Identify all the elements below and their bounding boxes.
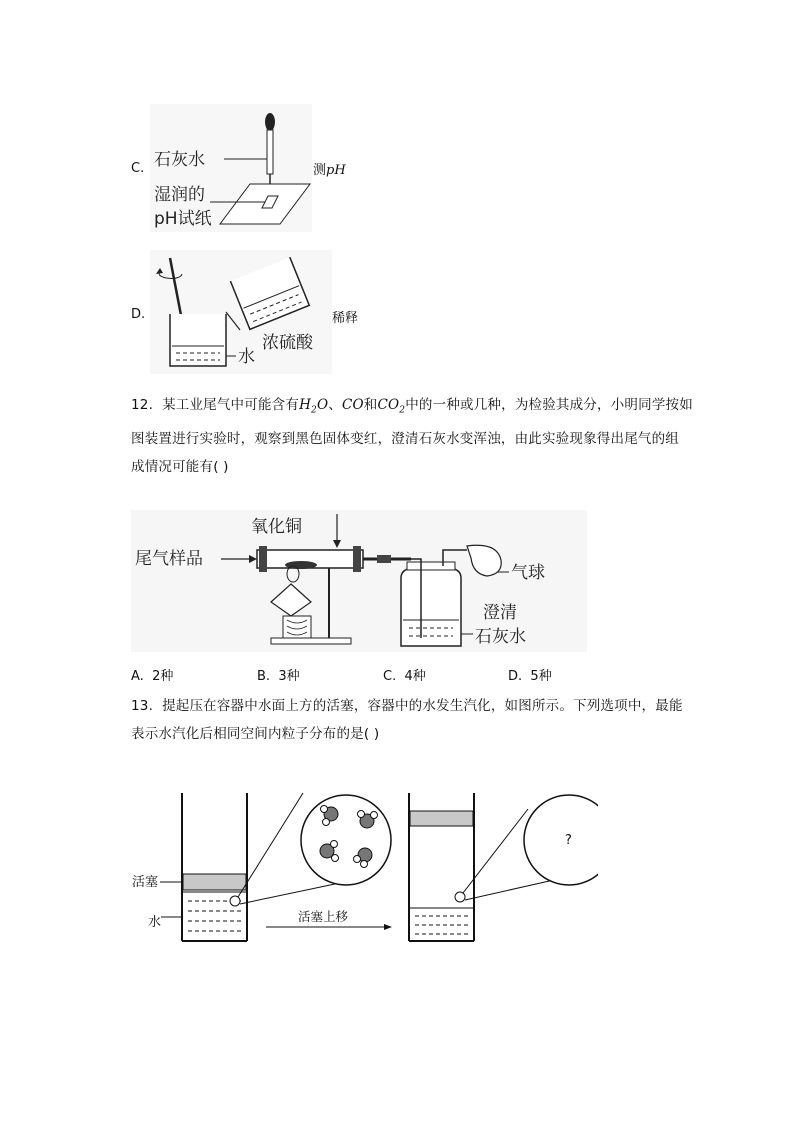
acid-label: 浓硫酸 (262, 333, 313, 353)
tube-stopper-right (353, 546, 361, 572)
question-12-text-a: 某工业尾气中可能含有 (162, 397, 300, 413)
choice-b[interactable] (257, 665, 300, 684)
question-13 (131, 692, 697, 748)
left-zoom-point (230, 896, 240, 906)
formula-o: O (316, 397, 329, 413)
tube-stopper-left (259, 546, 267, 572)
option-d-note: 稀释 (332, 311, 359, 326)
dilution-figure (150, 250, 332, 374)
ph-paper-label-line1: 湿润的 (154, 185, 205, 205)
piston-label: 活塞 (132, 875, 159, 890)
water-beaker (170, 314, 226, 366)
formula-h2-sub: 2 (311, 405, 317, 416)
left-zoom-circle (301, 795, 391, 885)
choice-d-letter: D. (508, 669, 523, 684)
option-d-letter: D. (131, 307, 146, 322)
question-13-text-1: 提起压在容器中水面上方的活塞，容器中的水发生汽化，如图所示。下列选项中，最能 (162, 698, 683, 714)
choice-b-text: 3种 (278, 669, 300, 684)
choice-a-letter: A. (131, 669, 144, 684)
choice-c-text: 4种 (404, 669, 426, 684)
balloon-label: 气球 (511, 563, 545, 583)
clear-label: 澄清 (483, 603, 517, 623)
question-12-line2: 图装置进行实验时，观察到黑色固体变红，澄清石灰水变浑浊，由此实验现象得出尾气的组 (131, 430, 679, 447)
separator: 、 (328, 397, 342, 413)
dropper-bulb (265, 113, 275, 131)
tail-gas-apparatus-figure (131, 510, 587, 652)
question-12-number: 12. (131, 397, 154, 413)
bottle-stopper (407, 562, 455, 570)
choice-a[interactable] (131, 665, 173, 684)
transition-arrow-head (384, 924, 392, 930)
question-12-choices (131, 665, 701, 685)
ph-paper-label-line2: pH试纸 (154, 209, 212, 229)
formula-co: CO (341, 397, 364, 413)
choice-a-text: 2种 (152, 669, 174, 684)
option-c-note-prefix: 测 (313, 163, 327, 178)
formula-co2: CO (377, 397, 400, 413)
left-piston (183, 874, 246, 890)
choice-c-letter: C. (383, 669, 397, 684)
rubber-joint (377, 555, 391, 563)
choice-c[interactable] (383, 665, 426, 684)
unknown-distribution-mark: ? (565, 833, 572, 848)
limewater-label: 石灰水 (154, 150, 205, 170)
right-piston (410, 811, 473, 826)
right-zoom-point (455, 892, 465, 902)
formula-h: H (299, 397, 312, 413)
choice-b-letter: B. (257, 669, 271, 684)
choice-d[interactable] (508, 665, 552, 684)
choice-d-text: 5种 (530, 669, 552, 684)
conjunction-and: 和 (363, 397, 378, 413)
water-label: 水 (148, 915, 162, 930)
gas-washing-bottle (401, 568, 461, 646)
question-12-text-b: 中的一种或几种，为检验其成分，小明同学按如 (405, 397, 693, 413)
question-12-line3: 成情况可能有( ) (131, 458, 229, 475)
ph-test-figure (150, 104, 312, 232)
vaporization-figure (128, 785, 598, 950)
arrow-label: 活塞上移 (298, 909, 349, 924)
formula-co2-sub: 2 (399, 405, 406, 416)
dropper-tube (267, 130, 273, 174)
limewater-label: 石灰水 (475, 627, 526, 647)
question-13-line2: 表示水汽化后相同空间内粒子分布的是( ) (131, 726, 380, 742)
sample-label: 尾气样品 (135, 549, 203, 569)
question-12 (131, 391, 697, 481)
stand-base (271, 638, 351, 644)
question-12-line1 (131, 391, 697, 425)
question-13-line1 (131, 692, 697, 720)
question-13-number: 13. (131, 698, 154, 714)
option-c-note (313, 159, 346, 178)
option-c-letter: C. (131, 161, 145, 176)
right-zoom-circle (524, 795, 598, 885)
option-c-note-ph: pH (326, 163, 346, 178)
copper-oxide-label: 氧化铜 (251, 517, 302, 537)
water-label: 水 (238, 347, 255, 367)
